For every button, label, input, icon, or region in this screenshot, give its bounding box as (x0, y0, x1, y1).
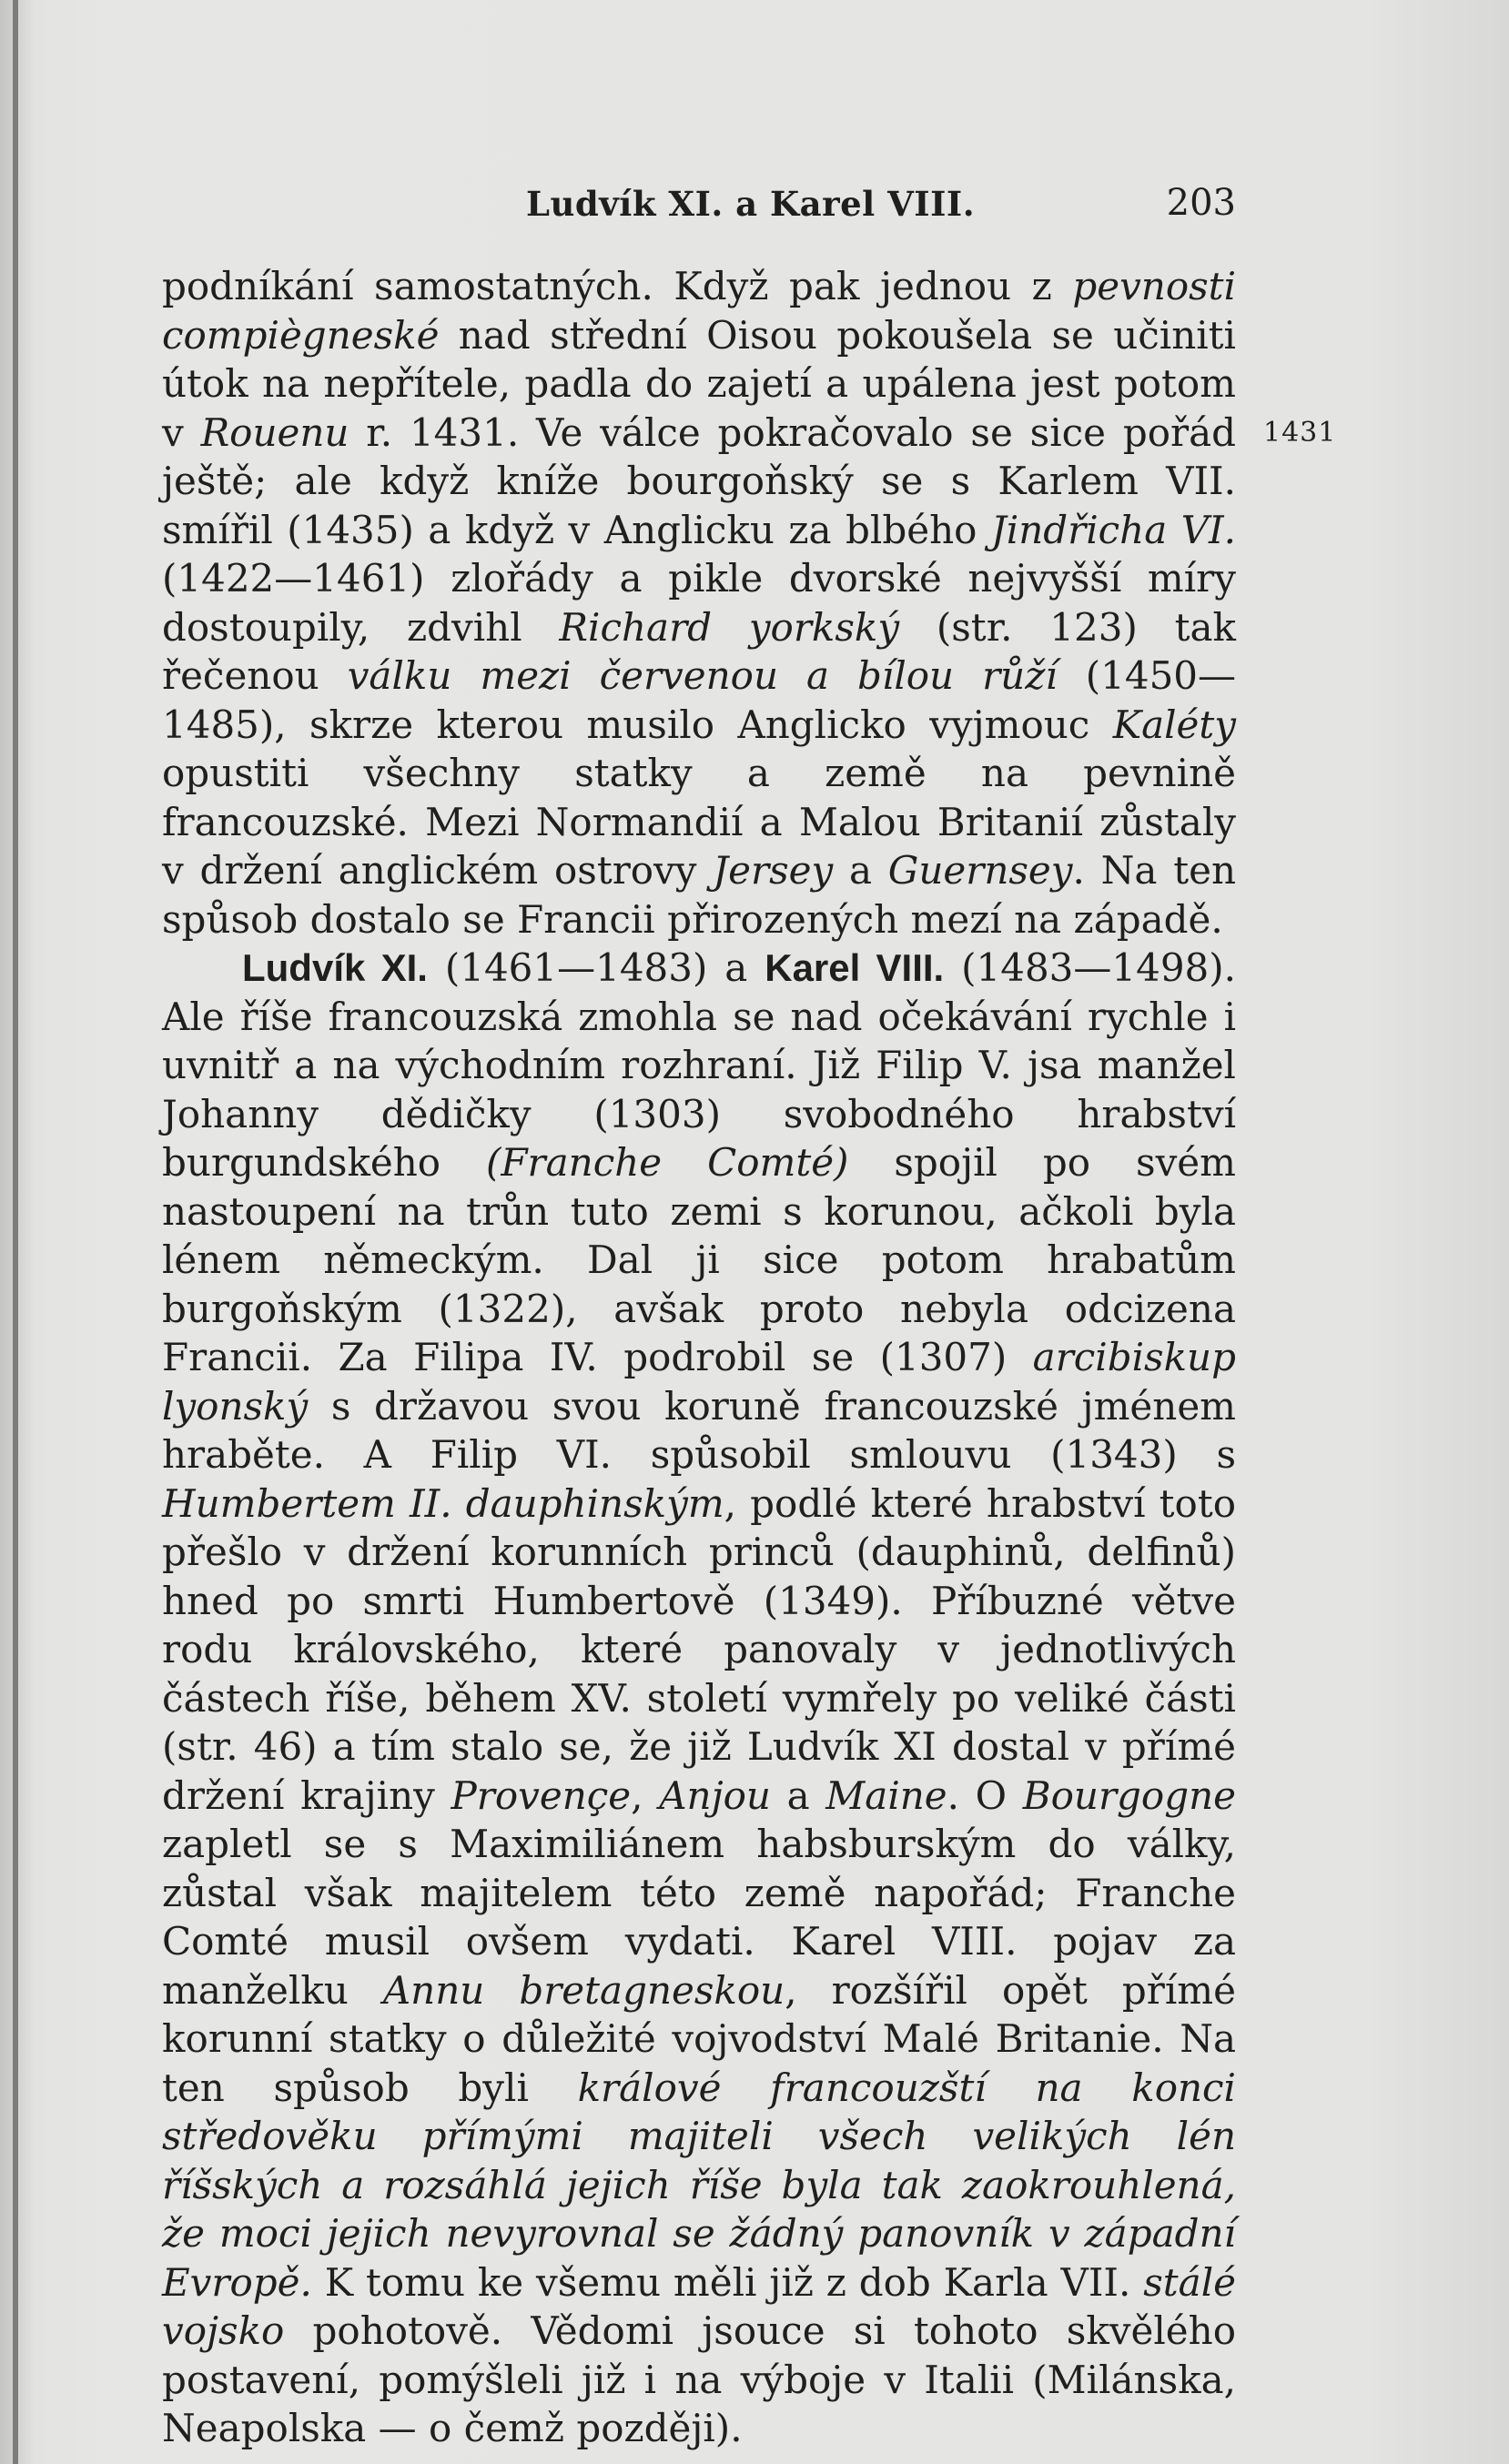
italic-term: Jindřicha VI. (990, 507, 1236, 552)
italic-term: stálé vojsko (162, 2259, 1236, 2353)
italic-term: Anjou (659, 1772, 771, 1818)
italic-term: Annu bretagneskou (382, 1967, 785, 2013)
italic-term: Rouenu (200, 409, 349, 455)
italic-term: arcibiskup lyonský (162, 1335, 1236, 1429)
italic-term: válku mezi červenou a bílou růží (347, 653, 1058, 698)
italic-term: Humbertem II. dauphinským (162, 1480, 724, 1526)
italic-emphasis-passage: králové francouzští na konci středověku přímými majiteli všech velikých lén říšských a rozsáhlá jejich říše byla tak zaokrouhlená, že moci jejich nevyrovnal se žádný panovník v západní Evropě. (162, 2065, 1236, 2305)
running-title: Ludvík XI. a Karel VIII. (526, 184, 976, 224)
body-text (162, 262, 1236, 2453)
section-heading-name: Ludvík XI. (242, 946, 428, 989)
italic-term: pevnosti compiègneské (162, 264, 1236, 358)
italic-term: (Franche Comté) (486, 1140, 849, 1185)
italic-term: Jersey (713, 848, 834, 893)
page-header (162, 180, 1236, 227)
italic-term: Kaléty (1112, 702, 1236, 747)
italic-term: Guernsey (887, 848, 1073, 893)
italic-term: Provençe (451, 1772, 632, 1818)
paragraph-2: Ludvík XI. (1461—1483) a Karel VIII. (1483—1498). Ale říše francouzská zmohla se nad očekávání rychle i uvnitř a na východním rozhraní. Již Filip V. jsa manžel Johanny dědičky (1303) svobodného hrabství burgundského (Franche Comté) spojil po svém nastoupení na trůn tuto zemi s korunou, ačkoli byla lénem německým. Dal ji sice potom hrabatům burgoňským (1322), avšak proto nebyla odcizena Francii. Za Filipa IV. podrobil se (1307) arcibiskup lyonský s državou svou koruně francouzské jménem hraběte. A Filip VI. spůsobil smlouvu (1343) s Humbertem II. dauphinským, podlé které hrabství toto přešlo v držení korunních princů (dauphinů, delfinů) hned po smrti Humbertově (1349). Příbuzné větve rodu královského, které panovaly v jednotlivých částech říše, během XV. století vymřely po veliké části (str. 46) a tím stalo se, že již Ludvík XI dostal v přímé držení krajiny Provençe, Anjou a Maine. O Bourgogne zapletl se s Maximiliánem habsburským do války, zůstal však majitelem této země napořád; Franche Comté musil ovšem vydati. Karel VIII. pojav za manželku Annu bretagneskou, rozšířil opět přímé korunní statky o důležité vojvodství Malé Britanie. Na ten spůsob byli králové francouzští na konci středověku přímými majiteli všech velikých lén říšských a rozsáhlá jejich říše byla tak zaokrouhlená, že moci jejich nevyrovnal se žádný panovník v západní Evropě. K tomu ke všemu měli již z dob Karla VII. stálé vojsko pohotově. Vědomi jsouce si tohoto skvělého postavení, pomýšleli již i na výboje v Italii (Milánska, Neapolska — o čemž později). (162, 945, 1237, 2450)
paragraph-1: podníkání samostatných. Když pak jednou z pevnosti compiègneské nad střední Oisou pokoušela se učiniti útok na nepřítele, padla do zajetí a upálena jest potom v Rouenu r. 1431. Ve válce pokračovalo se sice pořád ještě; ale když kníže bourgoňský se s Karlem VII. smířil (1435) a když v Anglicku za blbého Jindřicha VI. (1422—1461) zlořády a pikle dvorské nejvyšší míry dostoupily, zdvihl Richard yorkský (str. 123) tak řečenou válku mezi červenou a bílou růží (1450—1485), skrze kterou musilo Anglicko vyjmouc Kaléty opustiti všechny statky a země na pevnině francouzské. Mezi Normandií a Malou Britanií zůstaly v držení anglickém ostrovy Jersey a Guernsey. Na ten spůsob dostalo se Francii přirozených mezí na západě. (162, 264, 1237, 942)
italic-term: Bourgogne (1022, 1772, 1237, 1818)
page-number: 203 (1166, 182, 1236, 224)
page-edge-shadow (13, 0, 18, 2464)
section-heading-name: Karel VIII. (765, 946, 945, 989)
margin-year-note: 1431 (1263, 417, 1337, 449)
italic-term: Maine (825, 1772, 947, 1818)
italic-term: Richard yorkský (559, 604, 900, 650)
